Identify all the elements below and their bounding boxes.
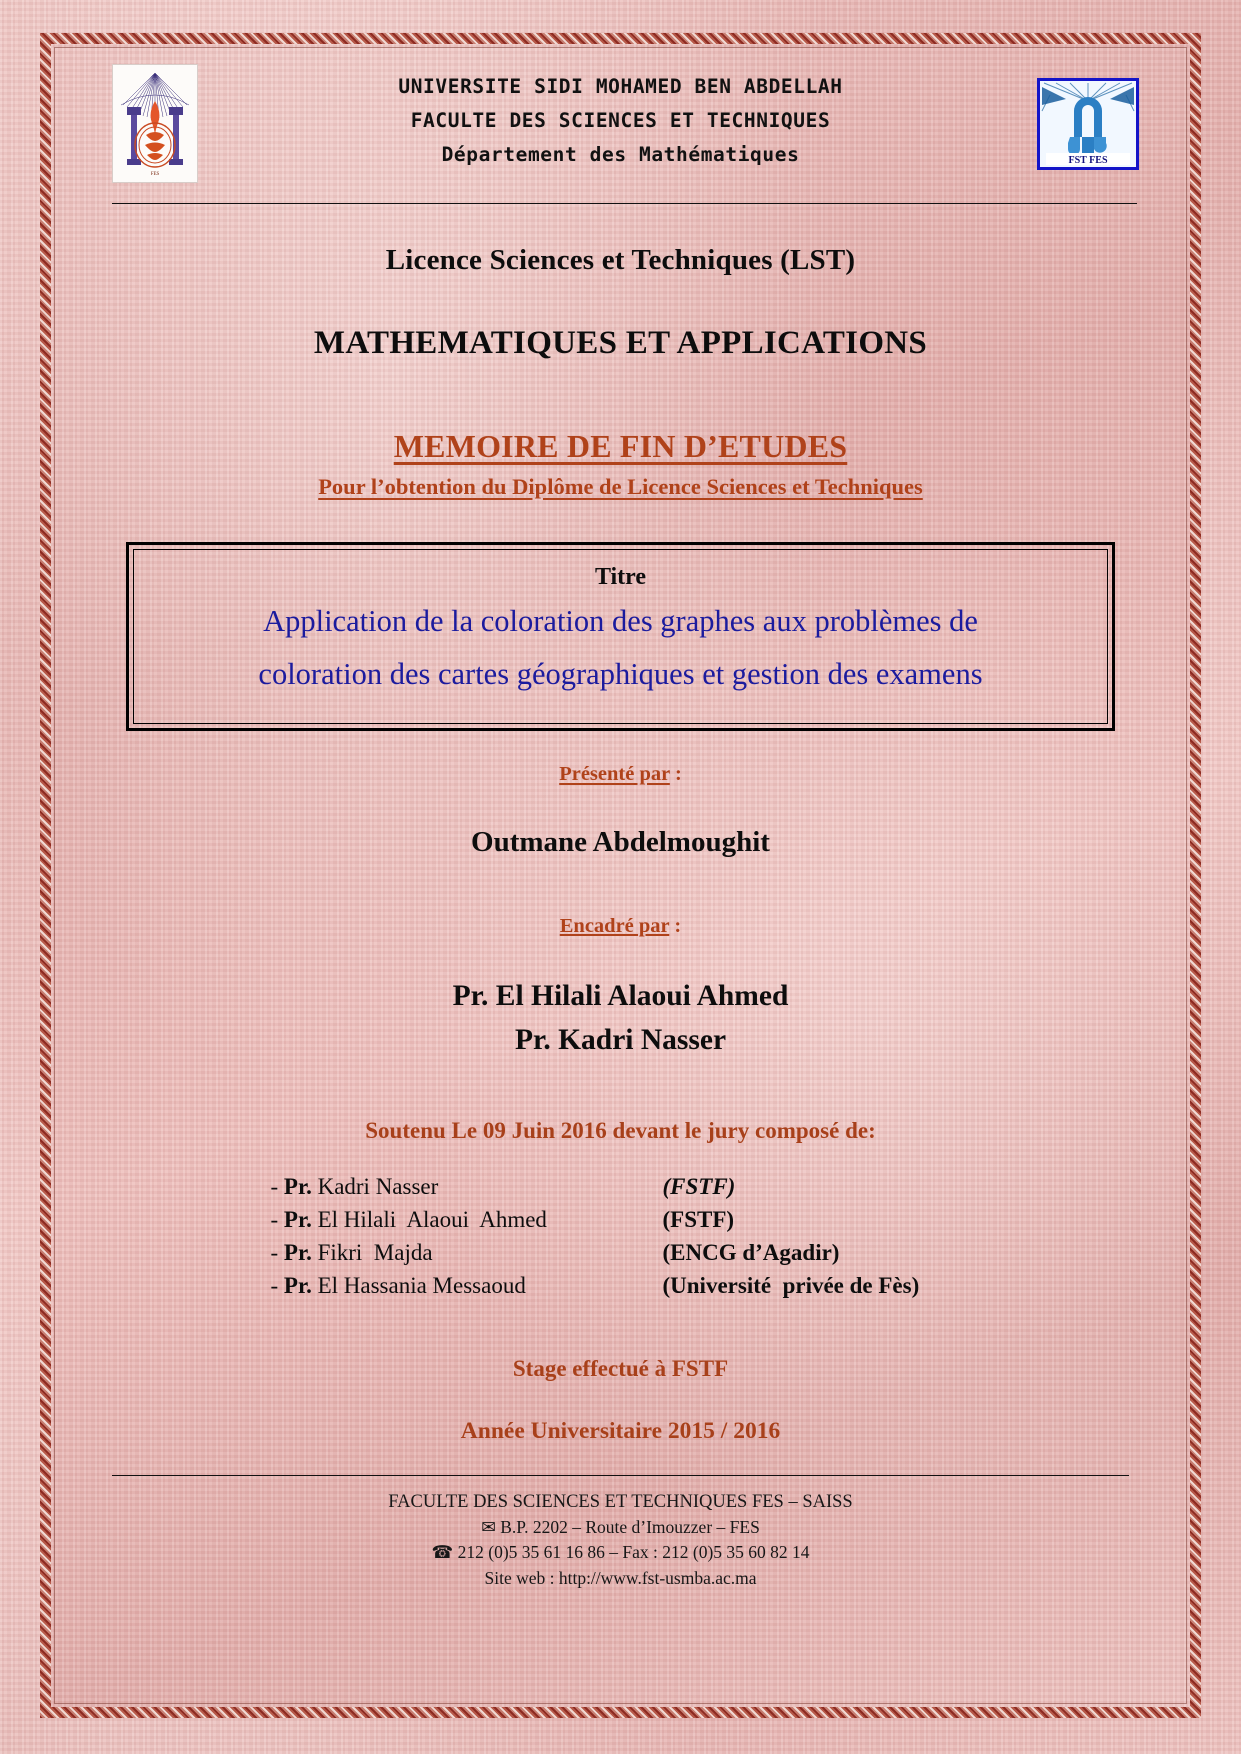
- svg-text:FES: FES: [150, 172, 160, 177]
- supervised-by-heading: [76, 915, 1165, 938]
- jury-member-affiliation: (ENCG d’Agadir): [662, 1240, 840, 1265]
- jury-list: [76, 1170, 1165, 1302]
- footer-institution: FACULTE DES SCIENCES ET TECHNIQUES FES – SAISS: [388, 1492, 853, 1512]
- university-name: UNIVERSITE SIDI MOHAMED BEN ABDELLAH: [398, 75, 843, 98]
- supervised-by-label: Encadré par: [559, 915, 670, 937]
- footer-divider: [112, 1475, 1129, 1476]
- jury-row: [271, 1269, 971, 1302]
- jury-member-affiliation: (FSTF): [662, 1207, 735, 1232]
- thesis-title-line-2: coloration des cartes géographiques et gestion des examens: [258, 657, 983, 691]
- university-identity: [236, 70, 1005, 172]
- faculty-name: FACULTE DES SCIENCES ET TECHNIQUES: [410, 109, 831, 132]
- document-purpose: Pour l’obtention du Diplôme de Licence Sciences et Techniques: [318, 474, 923, 499]
- envelope-icon: ✉: [481, 1517, 496, 1538]
- university-seal-logo: [112, 64, 198, 183]
- fst-fes-label: FST FES: [1068, 155, 1108, 166]
- header: [76, 60, 1165, 200]
- supervisor-1: Pr. El Hilali Alaoui Ahmed: [452, 980, 789, 1012]
- document-type: MEMOIRE DE FIN D’ETUDES: [393, 428, 848, 464]
- footer: [76, 1490, 1165, 1590]
- jury-member-affiliation: (Université privée de Fès): [662, 1273, 920, 1298]
- jury-row: [271, 1170, 971, 1203]
- footer-address: ✉ B.P. 2202 – Route d’Imouzzer – FES: [481, 1516, 760, 1538]
- title-label: Titre: [594, 564, 647, 590]
- presented-by-heading: [76, 763, 1165, 786]
- academic-year-line: Année Universitaire 2015 / 2016: [460, 1418, 781, 1444]
- presented-by-colon: :: [669, 763, 682, 785]
- supervisors: [76, 974, 1165, 1062]
- program-line: Licence Sciences et Techniques (LST): [385, 244, 856, 276]
- jury-row: [271, 1236, 971, 1269]
- supervised-by-colon: :: [669, 915, 682, 937]
- fst-fes-logo: [1037, 78, 1139, 170]
- cover-content: [58, 50, 1183, 1702]
- defense-line: Soutenu Le 09 Juin 2016 devant le jury composé de:: [365, 1118, 876, 1143]
- footer-phone: ☎ 212 (0)5 35 61 16 86 – Fax : 212 (0)5 35 60 82 14: [431, 1542, 810, 1563]
- presented-by-label: Présenté par: [559, 763, 670, 785]
- header-divider: [112, 203, 1137, 204]
- footer-website: Site web : http://www.fst-usmba.ac.ma: [484, 1567, 757, 1588]
- jury-member-name: - Pr. El Hilali Alaoui Ahmed: [270, 1207, 547, 1232]
- student-name: Outmane Abdelmoughit: [471, 826, 770, 858]
- internship-line: Stage effectué à FSTF: [512, 1356, 729, 1381]
- jury-row: [271, 1203, 971, 1236]
- field-line: MATHEMATIQUES ET APPLICATIONS: [313, 325, 928, 361]
- title-box: [126, 542, 1115, 731]
- jury-member-name: - Pr. Kadri Nasser: [270, 1174, 439, 1199]
- jury-member-name: - Pr. El Hassania Messaoud: [270, 1273, 526, 1298]
- supervisor-2: Pr. Kadri Nasser: [514, 1024, 727, 1056]
- jury-member-affiliation: (FSTF): [662, 1174, 736, 1199]
- department-name: Département des Mathématiques: [441, 143, 800, 166]
- jury-member-name: - Pr. Fikri Majda: [270, 1240, 433, 1265]
- telephone-icon: ☎: [431, 1543, 454, 1563]
- thesis-title-line-1: Application de la coloration des graphes aux problèmes de: [263, 604, 978, 638]
